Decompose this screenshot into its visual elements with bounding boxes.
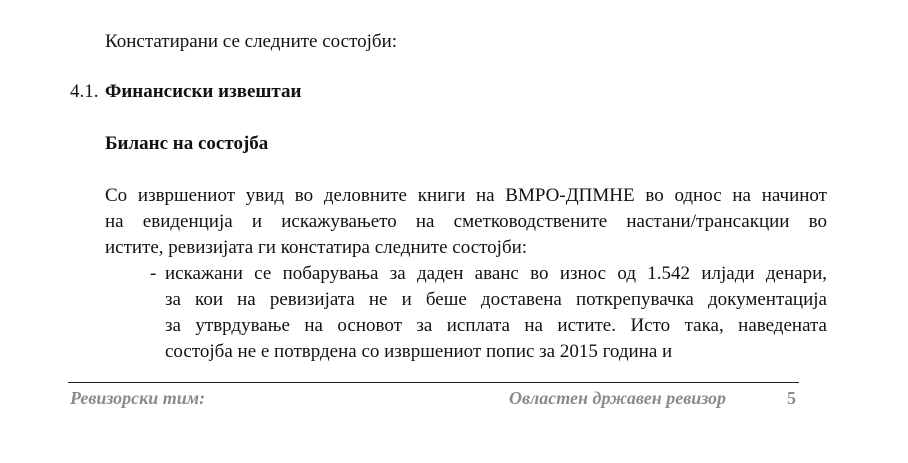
section-title: Финансиски извештаи [105,81,302,102]
body-line: Со извршениот увид во деловните книги на ВМРО-ДПМНЕ во однос на начинот [105,185,827,206]
bullet-line: состојба не е потврдена со извршениот попис за 2015 година и [165,341,673,362]
section-number: 4.1. [70,81,99,102]
page-number: 5 [787,388,796,408]
footer-audit-team: Ревизорски тим: [70,388,206,408]
bullet-line: за утврдување на основот за исплата на истите. Исто така, наведената [165,315,827,336]
footer-auditor: Овластен државен ревизор [509,388,727,408]
body-line: на евиденција и искажувањето на сметководствените настани/трансакции во [105,211,827,232]
bullet-item [165,261,827,365]
footer-divider [68,382,799,383]
bullet-marker: - [150,263,157,284]
body-paragraph [105,183,827,261]
body-line: истите, ревизијата ги констатира следните состојби: [105,237,528,258]
bullet-line: искажани се побарувања за даден аванс во износ од 1.542 илјади денари, [165,263,827,284]
intro-paragraph: Констатирани се следните состојби: [105,31,398,52]
bullet-line: за кои на ревизијата не и беше доставена поткрепувачка документација [165,289,827,310]
subheading: Биланс на состојба [105,133,269,154]
